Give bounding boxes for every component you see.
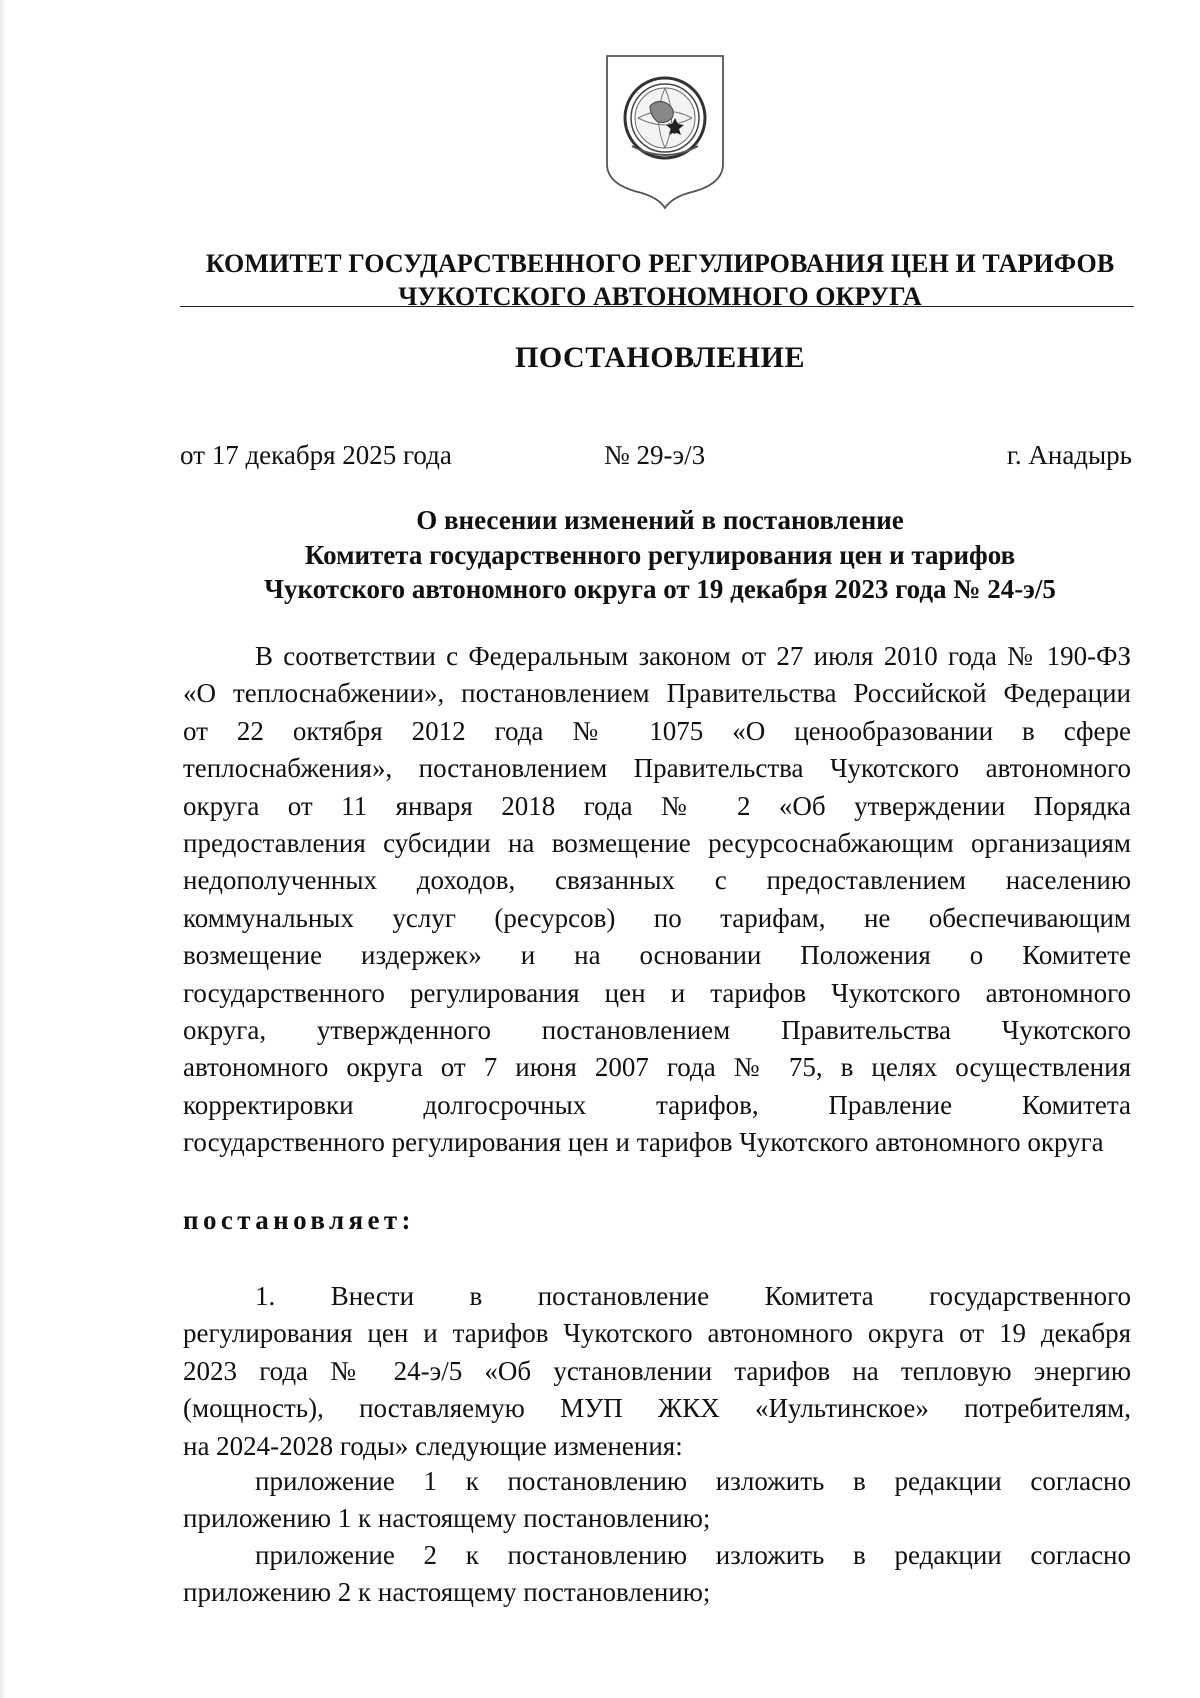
text-line: на 2024-2028 годы» следующие изменения: <box>183 1430 683 1461</box>
subject-line: О внесении изменений в постановление <box>416 505 904 535</box>
text-line: «О теплоснабжении», постановлением Правительства Российской Федерации <box>183 678 1131 709</box>
document-subject <box>180 503 1140 607</box>
text-line: от 22 октября 2012 года № 1075 «О ценообразовании в сфере <box>183 715 1131 746</box>
text-line: приложение 1 к постановлению изложить в редакции согласно <box>255 1466 1131 1496</box>
text-line: приложению 1 к настоящему постановлению; <box>183 1503 711 1534</box>
text-line: В соответствии с Федеральным законом от 27 июля 2010 года № 190-ФЗ <box>255 641 1131 671</box>
item-1-paragraph <box>183 1278 1131 1465</box>
text-line: корректировки долгосрочных тарифов, Правление Комитета <box>183 1089 1131 1120</box>
text-line: коммунальных услуг (ресурсов) по тарифам, не обеспечивающим <box>183 902 1131 933</box>
chukotka-coat-of-arms-icon <box>602 52 728 210</box>
text-line: 2023 года № 24-э/5 «Об установлении тарифов на тепловую энергию <box>183 1355 1131 1386</box>
organization-title <box>180 247 1140 313</box>
text-line: приложение 2 к постановлению изложить в редакции согласно <box>255 1540 1131 1570</box>
header-divider <box>180 306 1134 307</box>
text-line: возмещение издержек» и на основании Положения о Комитете <box>183 940 1131 971</box>
text-line: приложению 2 к настоящему постановлению; <box>183 1577 711 1608</box>
subject-line: Комитета государственного регулирования цен и тарифов <box>304 539 1016 570</box>
document-number: № 29-э/3 <box>604 440 706 470</box>
organization-title-line2: ЧУКОТСКОГО АВТОНОМНОГО ОКРУГА <box>398 282 922 311</box>
text-line: регулирования цен и тарифов Чукотского автономного округа от 19 декабря <box>183 1318 1131 1349</box>
text-line: государственного регулирования цен и тарифов Чукотского автономного округа <box>183 1127 1104 1158</box>
item-1-sub-1 <box>183 1463 1131 1538</box>
item-1-sub-2 <box>183 1537 1131 1612</box>
document-type: ПОСТАНОВЛЕНИЕ <box>515 341 805 374</box>
document-city: г. Анадырь <box>1006 440 1132 470</box>
subject-line: Чукотского автономного округа от 19 декабря 2023 года № 24-э/5 <box>264 574 1056 604</box>
text-line: (мощность), поставляемую МУП ЖКХ «Иультинское» потребителям, <box>183 1393 1131 1424</box>
organization-title-line1: КОМИТЕТ ГОСУДАРСТВЕННОГО РЕГУЛИРОВАНИЯ ЦЕН И ТАРИФОВ <box>205 249 1115 278</box>
text-line: государственного регулирования цен и тарифов Чукотского автономного <box>183 977 1131 1008</box>
text-line: 1. Внести в постановление Комитета государственного <box>255 1281 1131 1311</box>
text-line: округа, утвержденного постановлением Правительства Чукотского <box>183 1015 1131 1046</box>
text-line: автономного округа от 7 июня 2007 года № 75, в целях осуществления <box>183 1052 1131 1083</box>
scan-edge-shadow <box>0 0 6 1698</box>
text-line: недополученных доходов, связанных с предоставлением населению <box>183 865 1131 896</box>
resolves-keyword: постановляет: <box>183 1205 415 1235</box>
text-line: теплоснабжения», постановлением Правительства Чукотского автономного <box>183 753 1131 784</box>
document-date: от 17 декабря 2025 года <box>180 440 452 470</box>
text-line: предоставления субсидии на возмещение ресурсоснабжающим организациям <box>183 828 1131 859</box>
text-line: округа от 11 января 2018 года № 2 «Об утверждении Порядка <box>183 790 1131 821</box>
preamble-paragraph <box>183 638 1131 1162</box>
